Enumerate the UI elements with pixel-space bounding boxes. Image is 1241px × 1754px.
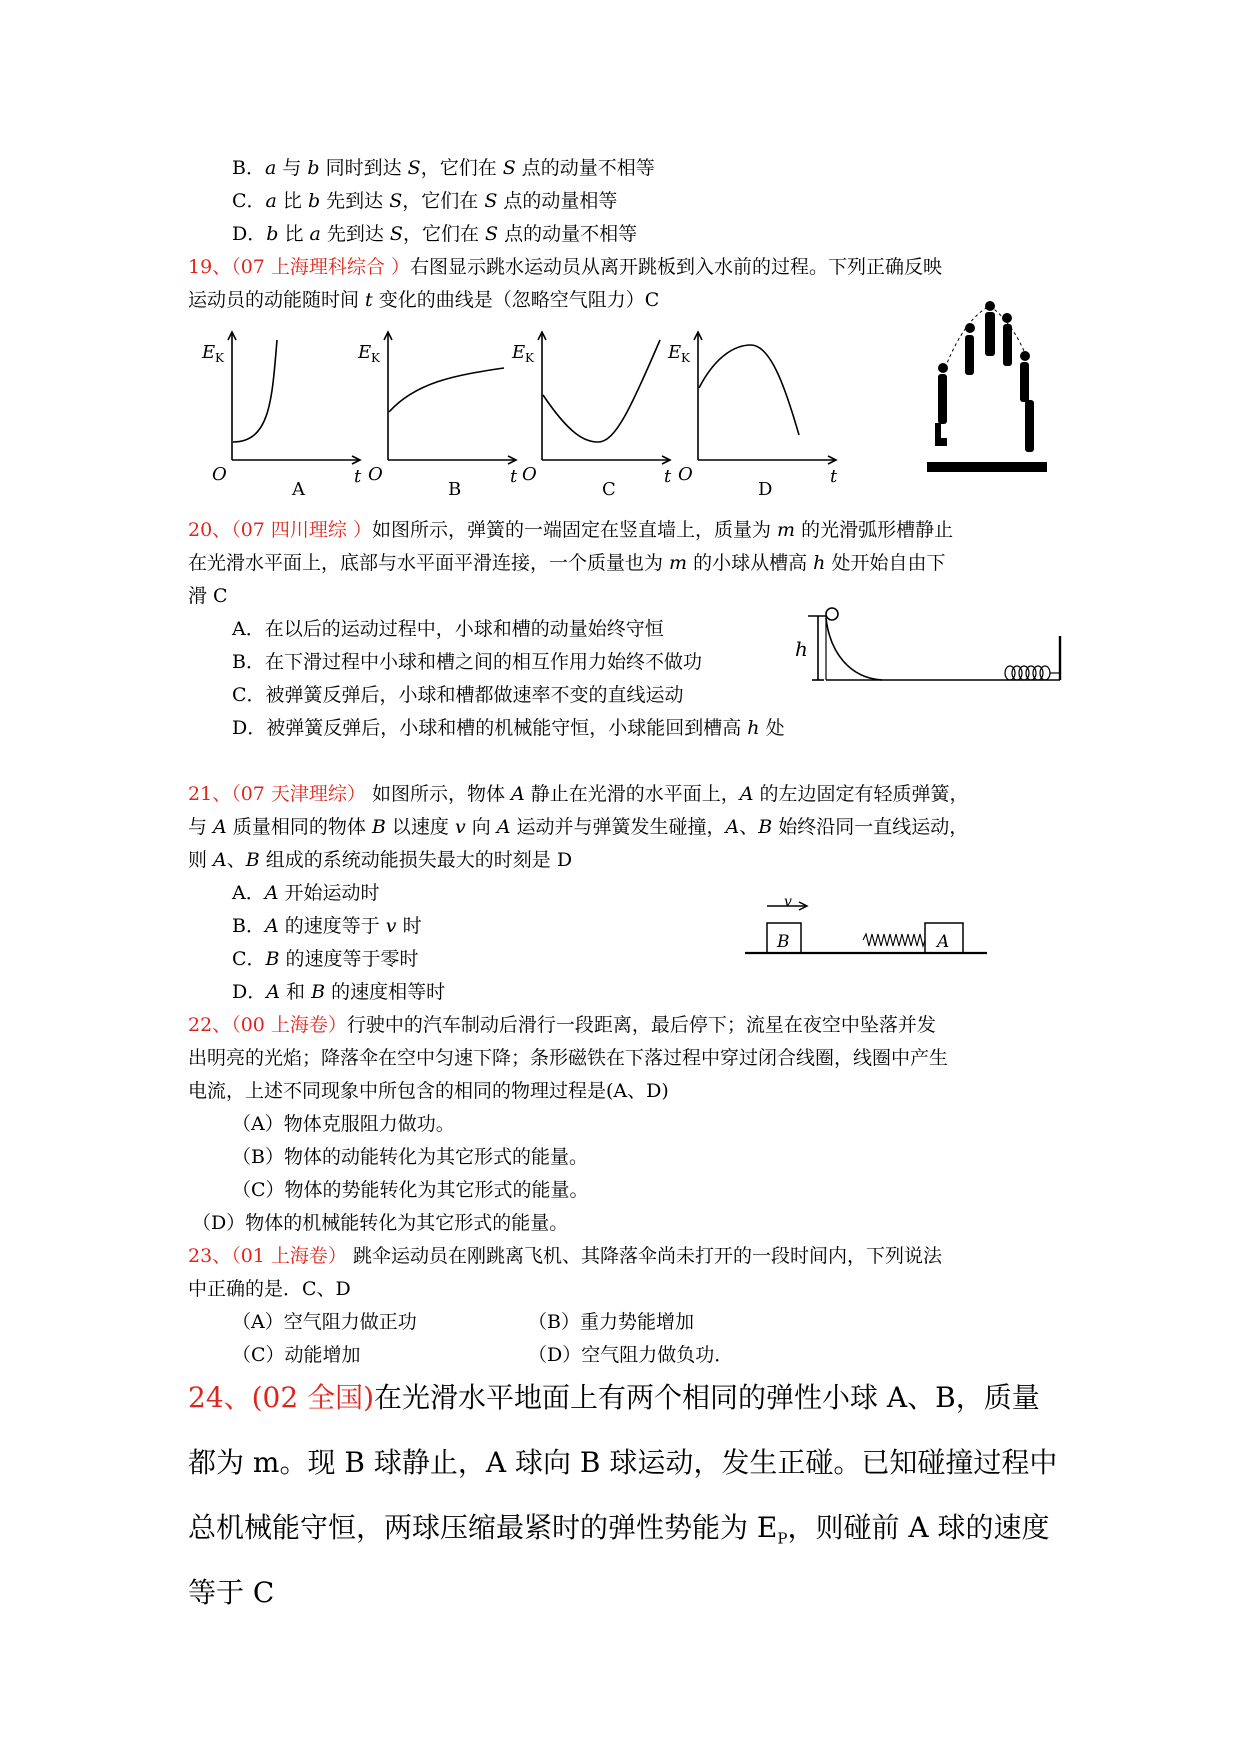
question-text: 出明亮的光焰；降落伞在空中匀速下降；条形磁铁在下落过程中穿过闭合线圈，线圈中产生 bbox=[188, 1047, 949, 1069]
option-letter: C． bbox=[232, 948, 266, 970]
var: A bbox=[213, 816, 227, 838]
text: 比 bbox=[278, 223, 310, 245]
question-text: 变化的曲线是（忽略空气阻力）C bbox=[372, 289, 660, 311]
var: A bbox=[213, 849, 227, 871]
axis-x-label: t bbox=[354, 466, 362, 487]
option-text: 的速度等于 bbox=[278, 915, 386, 937]
block-b-label: B bbox=[777, 932, 790, 952]
question-text: 的小球从槽高 bbox=[687, 552, 814, 574]
q20-line-3 bbox=[188, 583, 228, 609]
origin-label: O bbox=[368, 464, 383, 485]
question-text: 行驶中的汽车制动后滑行一段距离，最后停下；流星在夜空中坠落并发 bbox=[346, 1014, 936, 1036]
var: A bbox=[511, 783, 525, 805]
var: A bbox=[264, 915, 279, 937]
question-text: 则 bbox=[188, 849, 214, 871]
var: m bbox=[777, 519, 796, 541]
velocity-label: v bbox=[784, 894, 792, 910]
question-text: 处开始自由下 bbox=[825, 552, 946, 574]
question-source: （07 天津理综） bbox=[231, 783, 366, 805]
q21-option-c bbox=[232, 946, 419, 972]
q21-line-1 bbox=[188, 781, 969, 807]
var: S bbox=[389, 223, 403, 245]
q22-option-c bbox=[232, 1177, 589, 1203]
q20-figure bbox=[790, 608, 1070, 688]
question-text: 、 bbox=[739, 816, 759, 838]
axis-x-label: t bbox=[830, 466, 838, 487]
q23-option-d bbox=[528, 1342, 733, 1368]
question-text: 中正确的是．C、D bbox=[188, 1278, 351, 1300]
graph-option-label: C bbox=[602, 479, 616, 500]
option-text: 和 bbox=[279, 981, 312, 1003]
q22-line-2 bbox=[188, 1045, 948, 1071]
question-text: ，则碰前 A 球的速度 bbox=[787, 1511, 1050, 1544]
q22-option-d bbox=[192, 1210, 568, 1236]
axis-y-label: E bbox=[358, 342, 372, 363]
q19-line-2 bbox=[188, 287, 659, 313]
q24-line-2 bbox=[188, 1445, 1057, 1481]
option-text: 的速度等于零时 bbox=[279, 948, 419, 970]
question-source: （07 四川理综 ） bbox=[231, 519, 372, 541]
q21-line-3 bbox=[188, 847, 572, 873]
q23-line-1 bbox=[188, 1243, 942, 1269]
var: B bbox=[311, 981, 326, 1003]
option-text: D．被弹簧反弹后，小球和槽的机械能守恒，小球能回到槽高 bbox=[232, 717, 748, 739]
springboard bbox=[935, 423, 947, 446]
q24-line-1 bbox=[188, 1380, 1040, 1416]
question-text: 总机械能守恒，两球压缩最紧时的弹性势能为 E bbox=[188, 1511, 778, 1544]
question-text: 滑 C bbox=[188, 585, 228, 607]
question-text: 运动员的动能随时间 bbox=[188, 289, 366, 311]
option-text: 时 bbox=[396, 915, 422, 937]
question-number: 23、 bbox=[188, 1245, 232, 1267]
question-text: 向 bbox=[465, 816, 497, 838]
var: h bbox=[747, 717, 760, 739]
question-text: 质量相同的物体 bbox=[226, 816, 372, 838]
question-text: 电流，上述不同现象中所包含的相同的物理过程是(A、D) bbox=[188, 1080, 669, 1102]
option-text: B．在下滑过程中小球和槽之间的相互作用力始终不做功 bbox=[232, 651, 702, 673]
var: a bbox=[309, 223, 321, 245]
origin-label: O bbox=[212, 464, 227, 485]
graph-option-label: B bbox=[448, 479, 462, 500]
diver-illustration bbox=[925, 298, 1050, 488]
question-number: 20、 bbox=[188, 519, 232, 541]
var: h bbox=[813, 552, 826, 574]
axis-y-label: E bbox=[668, 342, 682, 363]
spring-zigzag bbox=[863, 934, 925, 946]
q22-line-1 bbox=[188, 1012, 936, 1038]
axis-y-label: E bbox=[202, 342, 216, 363]
question-number: 22、 bbox=[188, 1014, 232, 1036]
question-text: 在光滑水平地面上有两个相同的弹性小球 A、B，质量 bbox=[374, 1381, 1040, 1414]
q20-option-c bbox=[232, 682, 684, 708]
question-text: 始终沿同一直线运动， bbox=[772, 816, 969, 838]
option-letter: D． bbox=[232, 223, 267, 245]
var: A bbox=[725, 816, 740, 838]
q23-option-b bbox=[528, 1309, 694, 1335]
diver-figure bbox=[938, 301, 1034, 452]
q21-figure bbox=[745, 896, 990, 956]
q19-graph-a bbox=[200, 330, 370, 500]
var: B bbox=[245, 849, 260, 871]
question-number-source: 24、(02 全国) bbox=[188, 1381, 375, 1414]
q18-option-d bbox=[232, 221, 637, 247]
text: 比 bbox=[276, 190, 308, 212]
q20-line-2 bbox=[188, 550, 945, 576]
axis-y-sub: K bbox=[371, 351, 380, 365]
var: b bbox=[266, 223, 279, 245]
var: S bbox=[389, 190, 403, 212]
var: b bbox=[307, 190, 321, 212]
var: m bbox=[669, 552, 688, 574]
question-source: （00 上海卷） bbox=[231, 1014, 347, 1036]
var: v bbox=[385, 915, 397, 937]
question-number: 19、 bbox=[188, 256, 232, 278]
q20-option-d bbox=[232, 715, 785, 741]
var: t bbox=[365, 289, 373, 311]
axis-x-label: t bbox=[664, 466, 672, 487]
text: 点的动量不相等 bbox=[515, 157, 655, 179]
text: 与 bbox=[276, 157, 308, 179]
q23-line-2 bbox=[188, 1276, 351, 1302]
option-text: （D）空气阻力做负功． bbox=[528, 1344, 734, 1366]
var: S bbox=[484, 190, 498, 212]
var: A bbox=[496, 816, 511, 838]
option-letter: B． bbox=[232, 915, 265, 937]
option-letter: C． bbox=[232, 190, 266, 212]
var: A bbox=[264, 882, 279, 904]
question-text: 组成的系统动能损失最大的时刻是 D bbox=[259, 849, 573, 871]
option-letter: A． bbox=[232, 882, 265, 904]
q24-line-4 bbox=[188, 1575, 274, 1611]
option-text: （C）物体的势能转化为其它形式的能量。 bbox=[232, 1179, 589, 1201]
question-text: 的光滑弧形槽静止 bbox=[795, 519, 954, 541]
option-text: （A）空气阻力做正功 bbox=[232, 1311, 417, 1333]
q24-line-3 bbox=[188, 1510, 1049, 1557]
option-text: C．被弹簧反弹后，小球和槽都做速率不变的直线运动 bbox=[232, 684, 684, 706]
question-text: 都为 m。现 B 球静止，A 球向 B 球运动，发生正碰。已知碰撞过程中 bbox=[188, 1446, 1058, 1479]
question-source: （01 上海卷） bbox=[231, 1245, 347, 1267]
q21-option-b bbox=[232, 913, 422, 939]
axis-y-label: E bbox=[512, 342, 526, 363]
q22-line-3 bbox=[188, 1078, 669, 1104]
var: B bbox=[371, 816, 386, 838]
graph-option-label: D bbox=[758, 479, 773, 500]
option-text: 开始运动时 bbox=[278, 882, 380, 904]
subscript: P bbox=[777, 1529, 788, 1548]
question-text: 如图所示，弹簧的一端固定在竖直墙上，质量为 bbox=[371, 519, 777, 541]
axis-y-sub: K bbox=[681, 351, 690, 365]
option-text: （A）物体克服阻力做功。 bbox=[232, 1113, 455, 1135]
option-text: （B）物体的动能转化为其它形式的能量。 bbox=[232, 1146, 588, 1168]
text: 点的动量相等 bbox=[497, 190, 618, 212]
var: S bbox=[407, 157, 421, 179]
q21-line-2 bbox=[188, 814, 968, 840]
question-text: 静止在光滑的水平面上， bbox=[524, 783, 740, 805]
text: 同时到达 bbox=[319, 157, 408, 179]
q20-option-a bbox=[232, 616, 664, 642]
text: 先到达 bbox=[320, 223, 390, 245]
var: a bbox=[264, 157, 277, 179]
axis-y-sub: K bbox=[215, 351, 224, 365]
var: B bbox=[758, 816, 773, 838]
question-text: 与 bbox=[188, 816, 214, 838]
height-label: h bbox=[795, 637, 808, 661]
text: 先到达 bbox=[320, 190, 390, 212]
var: S bbox=[485, 223, 499, 245]
var: b bbox=[307, 157, 320, 179]
axis-y-sub: K bbox=[525, 351, 534, 365]
q19-graph-c bbox=[510, 330, 680, 500]
axis-x-label: t bbox=[510, 466, 518, 487]
q19-line-1 bbox=[188, 254, 942, 280]
var: B bbox=[265, 948, 280, 970]
q18-option-b bbox=[232, 155, 655, 181]
text: ，它们在 bbox=[402, 223, 485, 245]
q21-option-d bbox=[232, 979, 445, 1005]
spring-coil bbox=[1005, 666, 1060, 680]
arc-groove bbox=[826, 618, 882, 680]
option-text: （C）动能增加 bbox=[232, 1344, 361, 1366]
text: ，它们在 bbox=[420, 157, 503, 179]
q21-option-a bbox=[232, 880, 380, 906]
option-letter: B． bbox=[232, 157, 265, 179]
water-surface bbox=[927, 462, 1047, 472]
option-text: 处 bbox=[759, 717, 785, 739]
text: 点的动量不相等 bbox=[498, 223, 638, 245]
question-text: 如图所示，物体 bbox=[365, 783, 511, 805]
question-text: 的左边固定有轻质弹簧， bbox=[753, 783, 969, 805]
option-text: 的速度相等时 bbox=[325, 981, 446, 1003]
q19-graph-d bbox=[666, 330, 846, 500]
q22-option-a bbox=[232, 1111, 455, 1137]
block-a-label: A bbox=[937, 932, 950, 952]
ball bbox=[826, 608, 838, 620]
question-text: 跳伞运动员在刚跳离飞机、其降落伞尚未打开的一段时间内，下列说法 bbox=[346, 1245, 942, 1267]
var: A bbox=[266, 981, 280, 1003]
q23-option-a bbox=[232, 1309, 417, 1335]
question-text: 运动并与弹簧发生碰撞， bbox=[510, 816, 726, 838]
text: ，它们在 bbox=[402, 190, 485, 212]
option-text: A．在以后的运动过程中，小球和槽的动量始终守恒 bbox=[232, 618, 664, 640]
var: a bbox=[265, 190, 277, 212]
question-text: 等于 C bbox=[188, 1576, 275, 1609]
option-text: （B）重力势能增加 bbox=[528, 1311, 694, 1333]
q22-option-b bbox=[232, 1144, 588, 1170]
var: S bbox=[502, 157, 516, 179]
graph-option-label: A bbox=[292, 479, 305, 500]
q23-option-c bbox=[232, 1342, 361, 1368]
option-letter: D． bbox=[232, 981, 267, 1003]
q20-option-b bbox=[232, 649, 702, 675]
option-text: （D）物体的机械能转化为其它形式的能量。 bbox=[192, 1212, 569, 1234]
question-number: 21、 bbox=[188, 783, 232, 805]
question-text: 、 bbox=[226, 849, 246, 871]
question-text: 右图显示跳水运动员从离开跳板到入水前的过程。下列正确反映 bbox=[409, 256, 942, 278]
var: v bbox=[454, 816, 466, 838]
origin-label: O bbox=[678, 464, 693, 485]
question-text: 在光滑水平面上，底部与水平面平滑连接，一个质量也为 bbox=[188, 552, 670, 574]
var: A bbox=[739, 783, 754, 805]
question-source: （07 上海理科综合 ） bbox=[231, 256, 410, 278]
question-text: 以速度 bbox=[385, 816, 455, 838]
q19-graph-b bbox=[356, 330, 526, 500]
q18-option-c bbox=[232, 188, 617, 214]
origin-label: O bbox=[522, 464, 537, 485]
q20-line-1 bbox=[188, 517, 953, 543]
